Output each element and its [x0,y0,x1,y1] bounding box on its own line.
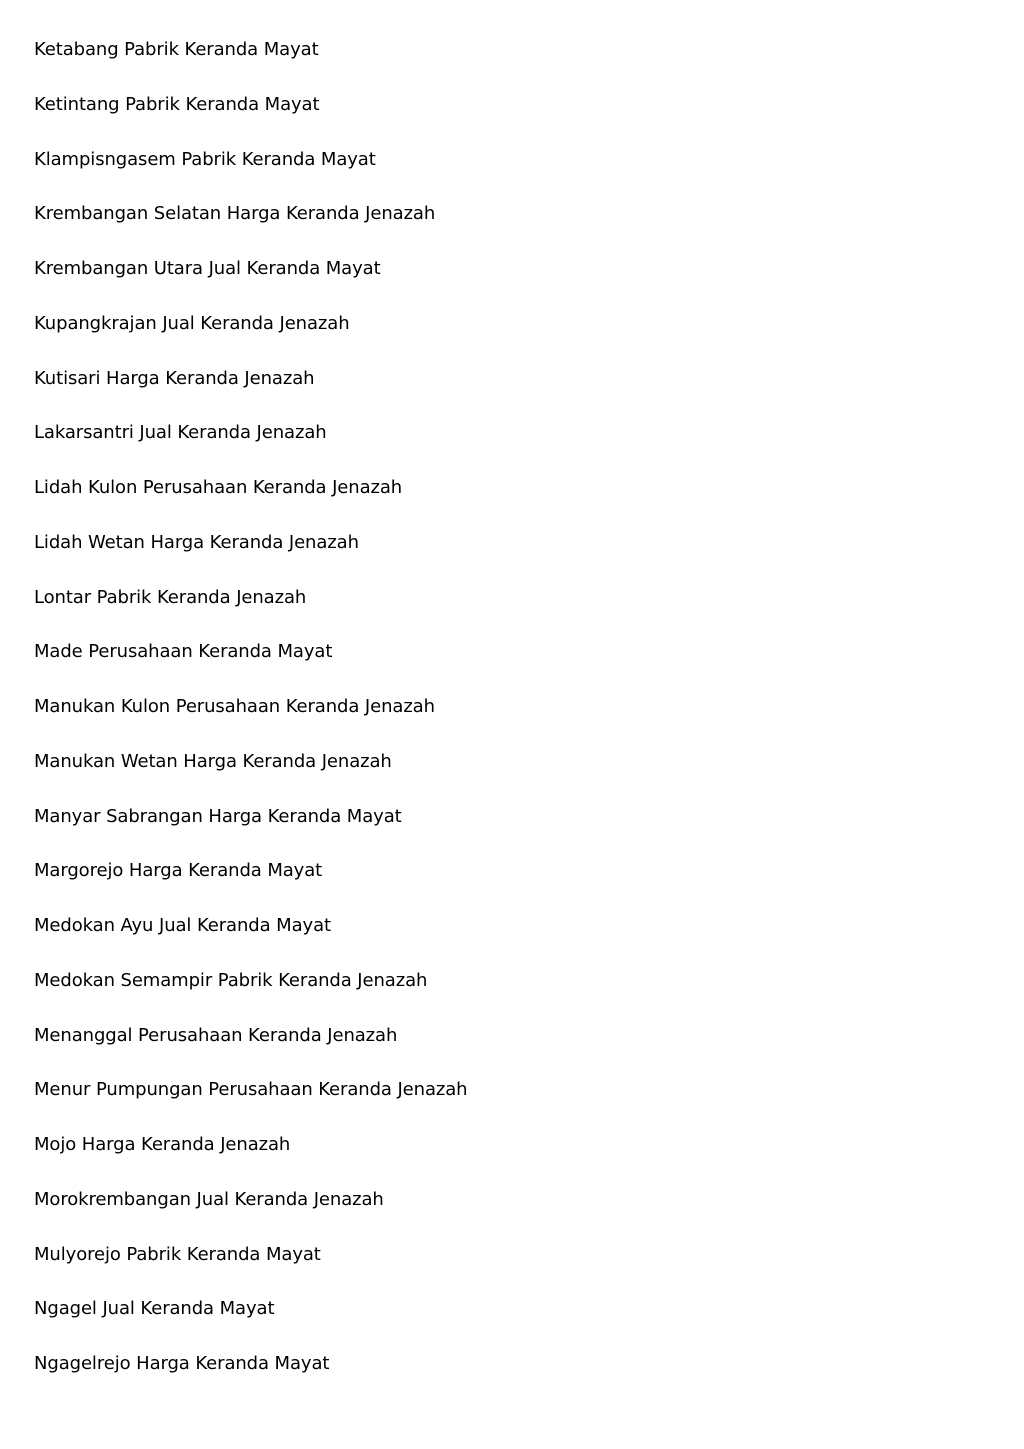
list-item: Ketintang Pabrik Keranda Mayat [34,93,320,115]
list-item: Klampisngasem Pabrik Keranda Mayat [34,148,376,170]
list-item: Medokan Semampir Pabrik Keranda Jenazah [34,969,428,991]
list-item: Krembangan Utara Jual Keranda Mayat [34,258,381,279]
list-item: Krembangan Selatan Harga Keranda Jenazah [34,203,436,225]
list-item: Ketabang Pabrik Keranda Mayat [34,39,319,60]
location-list [34,37,467,1406]
list-item: Kutisari Harga Keranda Jenazah [34,367,315,389]
list-item: Manyar Sabrangan Harga Keranda Mayat [34,805,402,827]
list-item: Kupangkrajan Jual Keranda Jenazah [34,312,350,334]
list-item: Ngagelrejo Harga Keranda Mayat [34,1353,330,1374]
list-item: Medokan Ayu Jual Keranda Mayat [34,915,331,936]
list-item: Lidah Wetan Harga Keranda Jenazah [34,531,359,553]
list-item: Morokrembangan Jual Keranda Jenazah [34,1188,384,1210]
list-item: Lidah Kulon Perusahaan Keranda Jenazah [34,477,403,498]
list-item: Lontar Pabrik Keranda Jenazah [34,586,307,608]
list-item: Manukan Wetan Harga Keranda Jenazah [34,750,392,772]
list-item: Menur Pumpungan Perusahaan Keranda Jenazah [34,1079,468,1101]
list-item: Lakarsantri Jual Keranda Jenazah [34,422,327,444]
list-item: Mojo Harga Keranda Jenazah [34,1134,291,1155]
list-item: Menanggal Perusahaan Keranda Jenazah [34,1024,398,1046]
list-item: Margorejo Harga Keranda Mayat [34,860,323,882]
list-item: Made Perusahaan Keranda Mayat [34,641,333,663]
list-item: Mulyorejo Pabrik Keranda Mayat [34,1243,321,1265]
list-item: Ngagel Jual Keranda Mayat [34,1298,275,1320]
list-item: Manukan Kulon Perusahaan Keranda Jenazah [34,696,435,717]
